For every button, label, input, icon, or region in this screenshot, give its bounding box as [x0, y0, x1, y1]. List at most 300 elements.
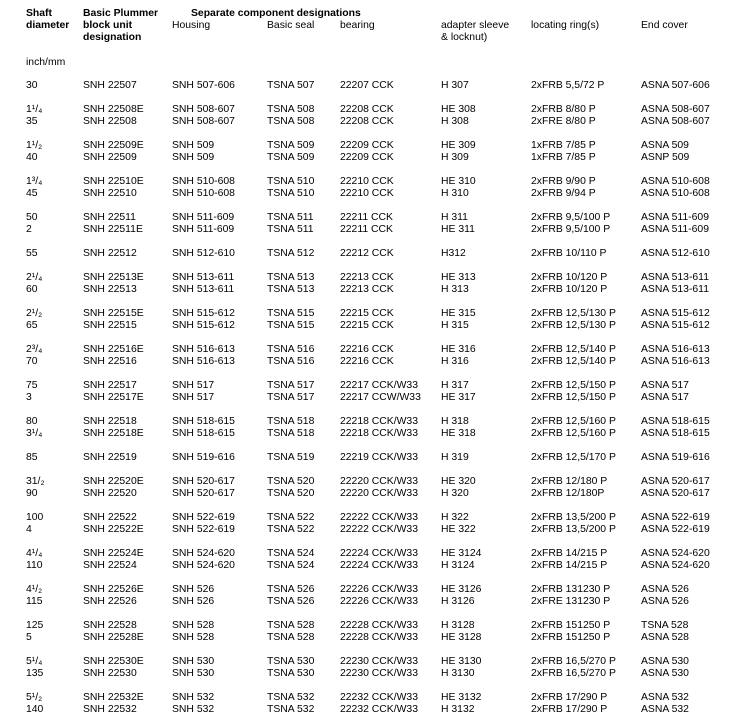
cell-bearing: 22211 CCK: [340, 212, 393, 223]
cell-housing: SNH 508-607: [172, 104, 235, 115]
cell-bearing: 22212 CCK: [340, 248, 394, 259]
row-group: [0, 476, 744, 500]
cell-housing: SNH 530: [172, 668, 215, 679]
cell-locating-ring: 2xFRB 151250 P: [531, 620, 611, 631]
row-group: [0, 512, 744, 536]
cell-adapter-sleeve: H 320: [441, 488, 469, 499]
table-row: [0, 668, 744, 680]
cell-locating-ring: 2xFRB 131230 P: [531, 584, 611, 595]
cell-housing: SNH 524-620: [172, 548, 235, 559]
cell-basic-seal: TSNA 520: [267, 488, 315, 499]
cell-end-cover: ASNA 510-608: [641, 176, 710, 187]
table-row: [0, 560, 744, 572]
cell-housing: SNH 532: [172, 692, 215, 703]
cell-shaft-diameter: 1¹/₂: [26, 140, 43, 151]
cell-bearing: 22219 CCK/W33: [340, 452, 418, 463]
table-row: [0, 632, 744, 644]
cell-shaft-diameter: 45: [26, 188, 38, 199]
cell-shaft-diameter: 65: [26, 320, 38, 331]
cell-basic-seal: TSNA 524: [267, 560, 315, 571]
table-row: [0, 224, 744, 236]
cell-locating-ring: 2xFRB 8/80 P: [531, 104, 596, 115]
cell-bearing: 22215 CCK: [340, 320, 394, 331]
cell-locating-ring: 2xFRB 12,5/160 P: [531, 428, 616, 439]
row-group: [0, 380, 744, 404]
cell-end-cover: ASNA 508-607: [641, 116, 710, 127]
cell-housing: SNH 515-612: [172, 320, 235, 331]
row-group: [0, 212, 744, 236]
cell-shaft-diameter: 2¹/₂: [26, 308, 43, 319]
cell-bearing: 22218 CCK/W33: [340, 428, 418, 439]
cell-bearing: 22213 CCK: [340, 284, 394, 295]
table-row: [0, 380, 744, 392]
cell-bearing: 22207 CCK: [340, 80, 394, 91]
cell-adapter-sleeve: HE 322: [441, 524, 476, 535]
cell-adapter-sleeve: H 317: [441, 380, 469, 391]
row-group: [0, 140, 744, 164]
cell-shaft-diameter: 85: [26, 452, 38, 463]
cell-housing: SNH 532: [172, 704, 215, 715]
cell-basic-seal: TSNA 520: [267, 476, 315, 487]
cell-adapter-sleeve: HE 3128: [441, 632, 482, 643]
cell-housing: SNH 516-613: [172, 356, 235, 367]
table-row: [0, 524, 744, 536]
cell-end-cover: ASNA 509: [641, 140, 689, 151]
cell-plummer-block: SNH 22515E: [83, 308, 144, 319]
cell-housing: SNH 511-609: [172, 212, 235, 223]
cell-plummer-block: SNH 22511E: [83, 224, 143, 235]
cell-locating-ring: 2xFRB 9,5/100 P: [531, 212, 611, 223]
cell-basic-seal: TSNA 510: [267, 176, 315, 187]
cell-basic-seal: TSNA 530: [267, 656, 315, 667]
header-basic-seal: Basic seal: [267, 20, 315, 31]
cell-locating-ring: 2xFRB 12,5/150 P: [531, 392, 616, 403]
cell-housing: SNH 509: [172, 140, 215, 151]
row-group: [0, 584, 744, 608]
cell-bearing: 22230 CCK/W33: [340, 656, 418, 667]
cell-basic-seal: TSNA 516: [267, 356, 315, 367]
cell-bearing: 22209 CCK: [340, 140, 394, 151]
cell-basic-seal: TSNA 513: [267, 272, 315, 283]
cell-adapter-sleeve: HE 3130: [441, 656, 482, 667]
header-housing: Housing: [172, 20, 211, 31]
cell-basic-seal: TSNA 509: [267, 140, 315, 151]
cell-locating-ring: 2xFRB 17/290 P: [531, 704, 608, 715]
table-row: [0, 152, 744, 164]
cell-housing: SNH 512-610: [172, 248, 235, 259]
cell-plummer-block: SNH 22528: [83, 620, 137, 631]
cell-bearing: 22228 CCK/W33: [340, 620, 418, 631]
table-row: [0, 416, 744, 428]
cell-adapter-sleeve: HE 317: [441, 392, 476, 403]
cell-adapter-sleeve: H 309: [441, 152, 469, 163]
cell-adapter-sleeve: HE 308: [441, 104, 476, 115]
cell-locating-ring: 2xFRB 9/90 P: [531, 176, 596, 187]
cell-shaft-diameter: 4¹/₂: [26, 584, 43, 595]
table-row: [0, 344, 744, 356]
cell-bearing: 22220 CCK/W33: [340, 476, 418, 487]
cell-bearing: 22215 CCK: [340, 308, 394, 319]
cell-housing: SNH 513-611: [172, 284, 235, 295]
cell-plummer-block: SNH 22516E: [83, 344, 144, 355]
cell-basic-seal: TSNA 510: [267, 188, 315, 199]
row-group: [0, 308, 744, 332]
cell-plummer-block: SNH 22509: [83, 152, 137, 163]
cell-basic-seal: TSNA 507: [267, 80, 315, 91]
cell-shaft-diameter: 4¹/₄: [26, 548, 43, 559]
table-row: [0, 188, 744, 200]
cell-end-cover: ASNA 526: [641, 596, 689, 607]
header-adapter-line1: adapter sleeve: [441, 20, 510, 31]
row-group: [0, 452, 744, 464]
cell-shaft-diameter: 3¹/₄: [26, 428, 43, 439]
cell-bearing: 22208 CCK: [340, 104, 394, 115]
cell-adapter-sleeve: H 3126: [441, 596, 475, 607]
cell-locating-ring: 2xFRB 12,5/150 P: [531, 380, 616, 391]
table-row: [0, 248, 744, 260]
cell-plummer-block: SNH 22522E: [83, 524, 144, 535]
table-row: [0, 80, 744, 92]
cell-bearing: 22228 CCK/W33: [340, 632, 418, 643]
cell-locating-ring: 2xFRB 12,5/170 P: [531, 452, 616, 463]
header-adapter-line2: & locknut): [441, 32, 488, 43]
row-group: [0, 656, 744, 680]
table-row: [0, 308, 744, 320]
table-row: [0, 284, 744, 296]
cell-bearing: 22211 CCK: [340, 224, 393, 235]
cell-end-cover: ASNA 508-607: [641, 104, 710, 115]
cell-end-cover: ASNP 509: [641, 152, 690, 163]
cell-bearing: 22218 CCK/W33: [340, 416, 418, 427]
cell-bearing: 22232 CCK/W33: [340, 692, 418, 703]
cell-locating-ring: 2xFRE 8/80 P: [531, 116, 596, 127]
cell-plummer-block: SNH 22508: [83, 116, 137, 127]
cell-plummer-block: SNH 22509E: [83, 140, 144, 151]
header-bearing: bearing: [340, 20, 375, 31]
cell-shaft-diameter: 80: [26, 416, 38, 427]
cell-locating-ring: 2xFRB 12,5/130 P: [531, 308, 616, 319]
row-group: [0, 176, 744, 200]
cell-adapter-sleeve: HE 316: [441, 344, 476, 355]
cell-adapter-sleeve: H 3124: [441, 560, 475, 571]
cell-end-cover: ASNA 510-608: [641, 188, 710, 199]
cell-basic-seal: TSNA 518: [267, 428, 315, 439]
cell-end-cover: ASNA 522-619: [641, 512, 710, 523]
cell-adapter-sleeve: HE 313: [441, 272, 476, 283]
cell-end-cover: ASNA 516-613: [641, 356, 710, 367]
table-row: [0, 392, 744, 404]
cell-bearing: 22226 CCK/W33: [340, 584, 418, 595]
cell-basic-seal: TSNA 522: [267, 512, 315, 523]
cell-locating-ring: 2xFRB 13,5/200 P: [531, 512, 616, 523]
row-group: [0, 104, 744, 128]
cell-bearing: 22217 CCW/W33: [340, 392, 421, 403]
cell-housing: SNH 520-617: [172, 488, 235, 499]
row-group: [0, 272, 744, 296]
cell-end-cover: ASNA 530: [641, 668, 689, 679]
cell-shaft-diameter: 5¹/₂: [26, 692, 43, 703]
cell-plummer-block: SNH 22520E: [83, 476, 144, 487]
cell-locating-ring: 2xFRB 16,5/270 P: [531, 656, 616, 667]
cell-housing: SNH 515-612: [172, 308, 235, 319]
cell-shaft-diameter: 125: [26, 620, 44, 631]
cell-basic-seal: TSNA 517: [267, 392, 315, 403]
table-row: [0, 512, 744, 524]
cell-end-cover: ASNA 524-620: [641, 560, 710, 571]
cell-shaft-diameter: 60: [26, 284, 38, 295]
cell-housing: SNH 508-607: [172, 116, 235, 127]
cell-locating-ring: 2xFRB 5,5/72 P: [531, 80, 605, 91]
cell-bearing: 22224 CCK/W33: [340, 548, 418, 559]
cell-plummer-block: SNH 22516: [83, 356, 137, 367]
cell-adapter-sleeve: H 308: [441, 116, 469, 127]
cell-basic-seal: TSNA 515: [267, 308, 315, 319]
cell-end-cover: ASNA 530: [641, 656, 689, 667]
cell-locating-ring: 1xFRB 7/85 P: [531, 152, 596, 163]
cell-housing: SNH 524-620: [172, 560, 235, 571]
cell-plummer-block: SNH 22526: [83, 596, 137, 607]
cell-adapter-sleeve: H 318: [441, 416, 469, 427]
cell-plummer-block: SNH 22519: [83, 452, 137, 463]
cell-locating-ring: 2xFRB 14/215 P: [531, 560, 608, 571]
cell-basic-seal: TSNA 515: [267, 320, 315, 331]
cell-plummer-block: SNH 22532E: [83, 692, 144, 703]
cell-end-cover: ASNA 532: [641, 704, 689, 715]
cell-end-cover: ASNA 532: [641, 692, 689, 703]
cell-bearing: 22222 CCK/W33: [340, 512, 418, 523]
cell-locating-ring: 2xFRB 10/110 P: [531, 248, 607, 259]
table-row: [0, 620, 744, 632]
cell-locating-ring: 2xFRB 12,5/130 P: [531, 320, 616, 331]
cell-end-cover: ASNA 519-616: [641, 452, 710, 463]
cell-adapter-sleeve: H312: [441, 248, 466, 259]
cell-shaft-diameter: 2³/₄: [26, 344, 43, 355]
header-separate-components: Separate component designations: [191, 8, 361, 19]
cell-bearing: 22216 CCK: [340, 344, 394, 355]
cell-end-cover: ASNA 513-611: [641, 284, 709, 295]
header-end-cover: End cover: [641, 20, 688, 31]
cell-adapter-sleeve: HE 3124: [441, 548, 482, 559]
cell-basic-seal: TSNA 518: [267, 416, 315, 427]
cell-housing: SNH 522-619: [172, 524, 235, 535]
cell-shaft-diameter: 4: [26, 524, 32, 535]
cell-bearing: 22224 CCK/W33: [340, 560, 418, 571]
cell-basic-seal: TSNA 509: [267, 152, 315, 163]
header-plummer-line1: Basic Plummer: [83, 8, 159, 19]
table-row: [0, 428, 744, 440]
cell-basic-seal: TSNA 528: [267, 620, 315, 631]
cell-end-cover: TSNA 528: [641, 620, 689, 631]
cell-plummer-block: SNH 22520: [83, 488, 137, 499]
cell-adapter-sleeve: H 313: [441, 284, 469, 295]
row-group: [0, 548, 744, 572]
cell-bearing: 22226 CCK/W33: [340, 596, 418, 607]
cell-basic-seal: TSNA 532: [267, 704, 315, 715]
cell-housing: SNH 526: [172, 596, 215, 607]
cell-basic-seal: TSNA 526: [267, 584, 315, 595]
cell-basic-seal: TSNA 528: [267, 632, 315, 643]
table-row: [0, 140, 744, 152]
cell-basic-seal: TSNA 508: [267, 116, 315, 127]
cell-plummer-block: SNH 22517: [83, 380, 137, 391]
cell-housing: SNH 530: [172, 656, 215, 667]
cell-housing: SNH 507-606: [172, 80, 235, 91]
table-row: [0, 116, 744, 128]
cell-bearing: 22230 CCK/W33: [340, 668, 418, 679]
cell-plummer-block: SNH 22530E: [83, 656, 144, 667]
cell-bearing: 22220 CCK/W33: [340, 488, 418, 499]
cell-adapter-sleeve: H 315: [441, 320, 469, 331]
cell-adapter-sleeve: HE 315: [441, 308, 476, 319]
cell-plummer-block: SNH 22515: [83, 320, 137, 331]
row-group: [0, 248, 744, 260]
cell-bearing: 22213 CCK: [340, 272, 394, 283]
cell-end-cover: ASNA 524-620: [641, 548, 710, 559]
cell-housing: SNH 520-617: [172, 476, 235, 487]
cell-end-cover: ASNA 518-615: [641, 416, 710, 427]
table-row: [0, 452, 744, 464]
cell-locating-ring: 2xFRB 17/290 P: [531, 692, 608, 703]
cell-plummer-block: SNH 22526E: [83, 584, 144, 595]
cell-shaft-diameter: 31/₂: [26, 476, 45, 487]
cell-basic-seal: TSNA 530: [267, 668, 315, 679]
cell-housing: SNH 528: [172, 620, 215, 631]
cell-adapter-sleeve: HE 310: [441, 176, 476, 187]
row-group: [0, 416, 744, 440]
cell-shaft-diameter: 35: [26, 116, 38, 127]
cell-plummer-block: SNH 22524: [83, 560, 137, 571]
cell-basic-seal: TSNA 532: [267, 692, 315, 703]
cell-adapter-sleeve: H 311: [441, 212, 468, 223]
table-row: [0, 488, 744, 500]
cell-shaft-diameter: 115: [26, 596, 43, 607]
cell-plummer-block: SNH 22518: [83, 416, 137, 427]
cell-plummer-block: SNH 22528E: [83, 632, 144, 643]
table-row: [0, 476, 744, 488]
table-row: [0, 704, 744, 716]
cell-housing: SNH 510-608: [172, 176, 235, 187]
cell-basic-seal: TSNA 526: [267, 596, 315, 607]
cell-locating-ring: 1xFRB 7/85 P: [531, 140, 596, 151]
cell-adapter-sleeve: H 319: [441, 452, 469, 463]
table-row: [0, 596, 744, 608]
cell-end-cover: ASNA 515-612: [641, 308, 710, 319]
cell-plummer-block: SNH 22524E: [83, 548, 144, 559]
cell-basic-seal: TSNA 524: [267, 548, 315, 559]
cell-plummer-block: SNH 22513E: [83, 272, 144, 283]
header-shaft-line2: diameter: [26, 20, 70, 31]
cell-bearing: 22209 CCK: [340, 152, 394, 163]
cell-housing: SNH 511-609: [172, 224, 235, 235]
cell-housing: SNH 509: [172, 152, 215, 163]
cell-adapter-sleeve: H 322: [441, 512, 469, 523]
table-row: [0, 692, 744, 704]
cell-shaft-diameter: 5: [26, 632, 32, 643]
table-row: [0, 656, 744, 668]
cell-housing: SNH 516-613: [172, 344, 235, 355]
cell-shaft-diameter: 5¹/₄: [26, 656, 43, 667]
cell-end-cover: ASNA 517: [641, 392, 689, 403]
row-group: [0, 620, 744, 644]
cell-housing: SNH 518-615: [172, 416, 235, 427]
cell-adapter-sleeve: HE 3132: [441, 692, 482, 703]
cell-basic-seal: TSNA 511: [267, 212, 314, 223]
cell-locating-ring: 2xFRB 16,5/270 P: [531, 668, 616, 679]
cell-shaft-diameter: 30: [26, 80, 38, 91]
cell-locating-ring: 2xFRB 13,5/200 P: [531, 524, 616, 535]
cell-locating-ring: 2xFRB 12/180P: [531, 488, 605, 499]
cell-end-cover: ASNA 518-615: [641, 428, 710, 439]
cell-housing: SNH 518-615: [172, 428, 235, 439]
cell-end-cover: ASNA 507-606: [641, 80, 710, 91]
cell-adapter-sleeve: HE 311: [441, 224, 475, 235]
cell-end-cover: ASNA 528: [641, 632, 689, 643]
cell-end-cover: ASNA 520-617: [641, 488, 710, 499]
cell-locating-ring: 2xFRB 12,5/140 P: [531, 344, 616, 355]
cell-locating-ring: 2xFRB 9,5/100 P: [531, 224, 611, 235]
cell-basic-seal: TSNA 511: [267, 224, 314, 235]
cell-end-cover: ASNA 526: [641, 584, 689, 595]
cell-adapter-sleeve: H 3128: [441, 620, 475, 631]
cell-plummer-block: SNH 22513: [83, 284, 137, 295]
cell-plummer-block: SNH 22508E: [83, 104, 144, 115]
cell-end-cover: ASNA 511-609: [641, 224, 709, 235]
cell-locating-ring: 2xFRB 9/94 P: [531, 188, 596, 199]
table-row: [0, 212, 744, 224]
cell-shaft-diameter: 40: [26, 152, 38, 163]
cell-shaft-diameter: 75: [26, 380, 38, 391]
cell-locating-ring: 2xFRB 12,5/160 P: [531, 416, 616, 427]
cell-adapter-sleeve: H 310: [441, 188, 469, 199]
cell-locating-ring: 2xFRE 131230 P: [531, 596, 611, 607]
table-row: [0, 320, 744, 332]
cell-plummer-block: SNH 22517E: [83, 392, 144, 403]
cell-shaft-diameter: 100: [26, 512, 44, 523]
cell-locating-ring: 2xFRB 151250 P: [531, 632, 611, 643]
cell-locating-ring: 2xFRB 10/120 P: [531, 284, 608, 295]
cell-basic-seal: TSNA 512: [267, 248, 315, 259]
cell-plummer-block: SNH 22518E: [83, 428, 144, 439]
cell-adapter-sleeve: HE 309: [441, 140, 476, 151]
cell-locating-ring: 2xFRB 14/215 P: [531, 548, 608, 559]
cell-basic-seal: TSNA 516: [267, 344, 315, 355]
table-row: [0, 584, 744, 596]
cell-plummer-block: SNH 22510E: [83, 176, 144, 187]
cell-end-cover: ASNA 516-613: [641, 344, 710, 355]
cell-end-cover: ASNA 522-619: [641, 524, 710, 535]
cell-plummer-block: SNH 22522: [83, 512, 137, 523]
cell-shaft-diameter: 140: [26, 704, 44, 715]
cell-shaft-diameter: 135: [26, 668, 44, 679]
cell-shaft-diameter: 2¹/₄: [26, 272, 43, 283]
cell-housing: SNH 522-619: [172, 512, 235, 523]
header-shaft-line1: Shaft: [26, 8, 52, 19]
row-group: [0, 80, 744, 92]
cell-bearing: 22210 CCK: [340, 176, 394, 187]
cell-housing: SNH 510-608: [172, 188, 235, 199]
cell-locating-ring: 2xFRB 12,5/140 P: [531, 356, 616, 367]
cell-adapter-sleeve: HE 3126: [441, 584, 482, 595]
cell-shaft-diameter: 1³/₄: [26, 176, 43, 187]
cell-end-cover: ASNA 520-617: [641, 476, 710, 487]
cell-shaft-diameter: 110: [26, 560, 43, 571]
cell-plummer-block: SNH 22530: [83, 668, 137, 679]
cell-shaft-diameter: 3: [26, 392, 32, 403]
cell-bearing: 22217 CCK/W33: [340, 380, 418, 391]
row-group: [0, 692, 744, 716]
cell-end-cover: ASNA 511-609: [641, 212, 709, 223]
table-row: [0, 104, 744, 116]
